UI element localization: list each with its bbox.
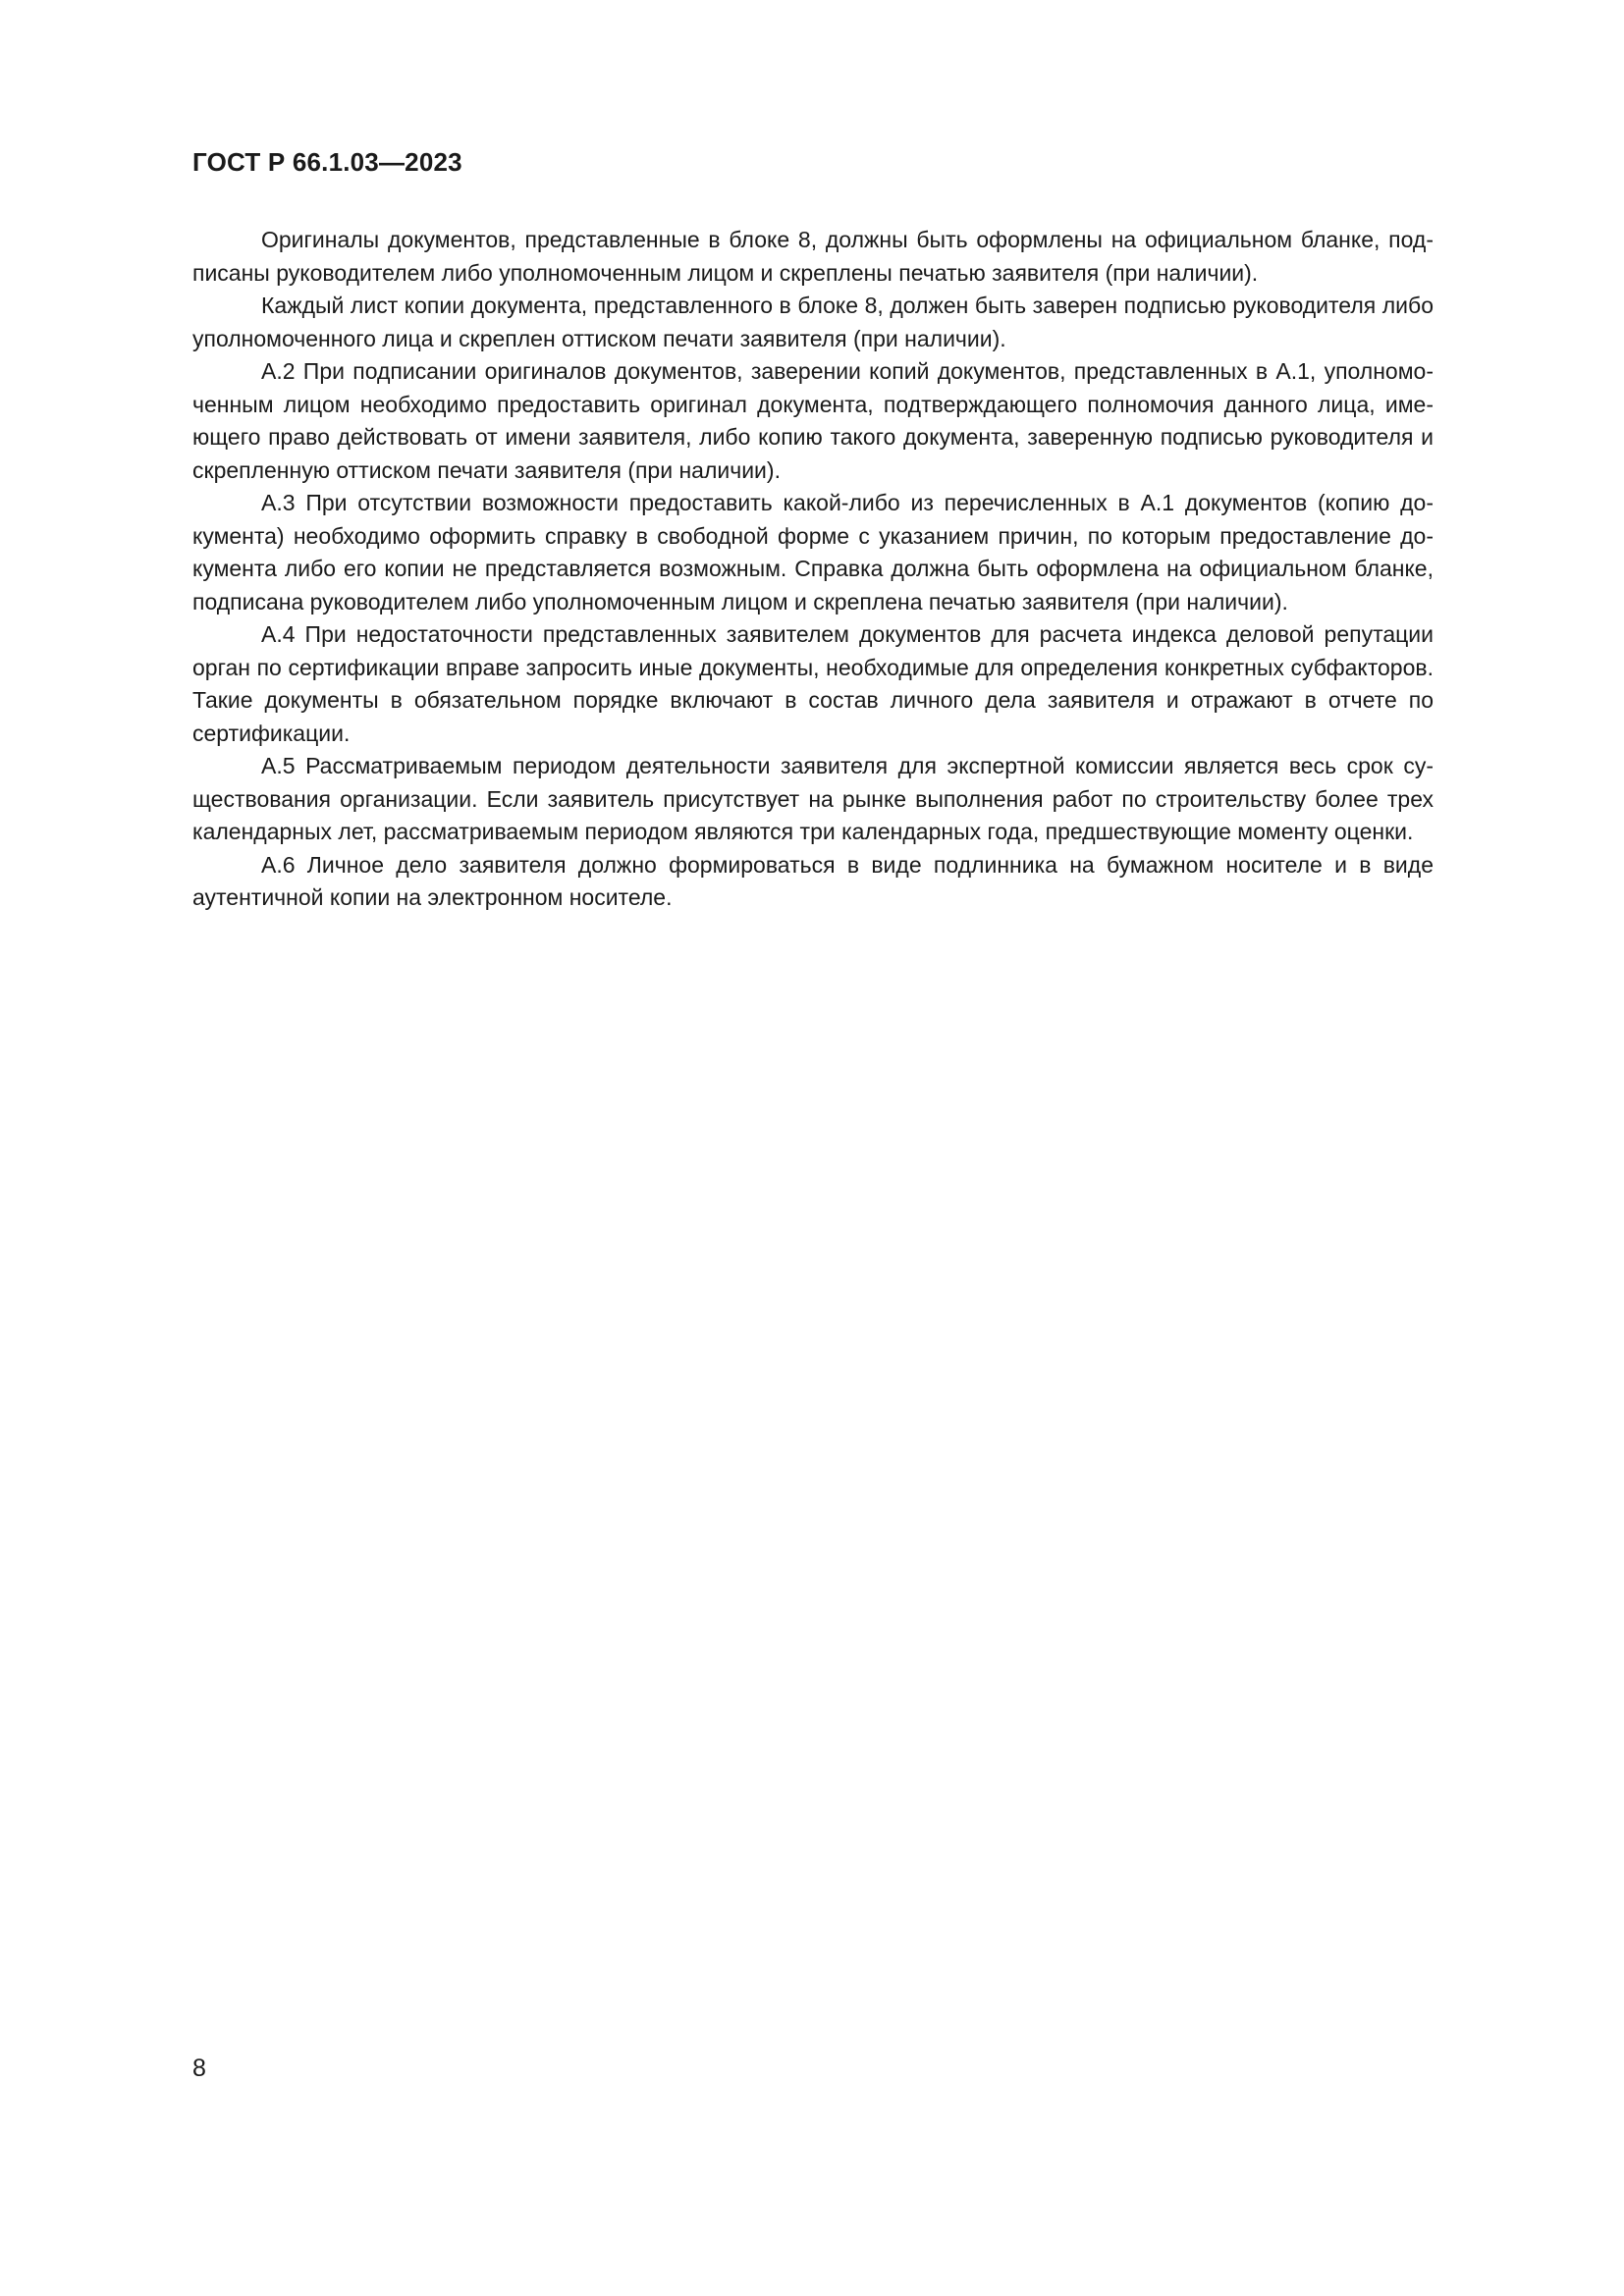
paragraph-copies: Каждый лист копии документа, представленного в блоке 8, должен быть заверен подписью руководителя либо уполномоченного лица и скреплен оттиском печати заявителя (при наличии). xyxy=(192,293,1434,351)
document-header: ГОСТ Р 66.1.03—2023 xyxy=(192,147,462,177)
paragraph-a6: А.6 Личное дело заявителя должно формироваться в виде подлинника на бумажном носителе и в виде аутентичной копии на электронном носителе. xyxy=(192,851,1434,910)
page-number: 8 xyxy=(192,2055,206,2082)
document-body xyxy=(192,224,1434,915)
paragraph-a4: А.4 При недостаточности представленных заявителем документов для расчета индекса деловой репутации орган по сертификации вправе запросить иные документы, необходимые для определения конкретных субфакторов. Такие документы в обязательном порядке включают в состав личного дела заявителя и отражают в отчете по сертификации. xyxy=(192,621,1434,746)
paragraph-a2: А.2 При подписании оригиналов документов, заверении копий документов, представленных в А.1, уполномоченным лицом необходимо предоставить оригинал документа, подтверждающего полномочия данного лица, имеющего право действовать от имени заявителя, либо копию такого документа, заверенную подписью руководителя и скрепленную оттиском печати заявителя (при наличии). xyxy=(192,358,1434,483)
paragraph-originals: Оригиналы документов, представленные в блоке 8, должны быть оформлены на официальном бланке, подписаны руководителем либо уполномоченным лицом и скреплены печатью заявителя (при наличии). xyxy=(192,227,1434,286)
paragraph-a5: А.5 Рассматриваемым периодом деятельности заявителя для экспертной комиссии является весь срок существования организации. Если заявитель присутствует на рынке выполнения работ по строительству более трех календарных лет, рассматриваемым периодом являются три календарных года, предшествующие моменту оценки. xyxy=(192,753,1434,844)
paragraph-a3: А.3 При отсутствии возможности предоставить какой-либо из перечисленных в А.1 документов (копию документа) необходимо оформить справку в свободной форме с указанием причин, по которым предоставление документа либо его копии не представляется возможным. Справка должна быть оформлена на официальном бланке, подписана руководителем либо уполномоченным лицом и скреплена печатью заявителя (при наличии). xyxy=(192,490,1434,614)
